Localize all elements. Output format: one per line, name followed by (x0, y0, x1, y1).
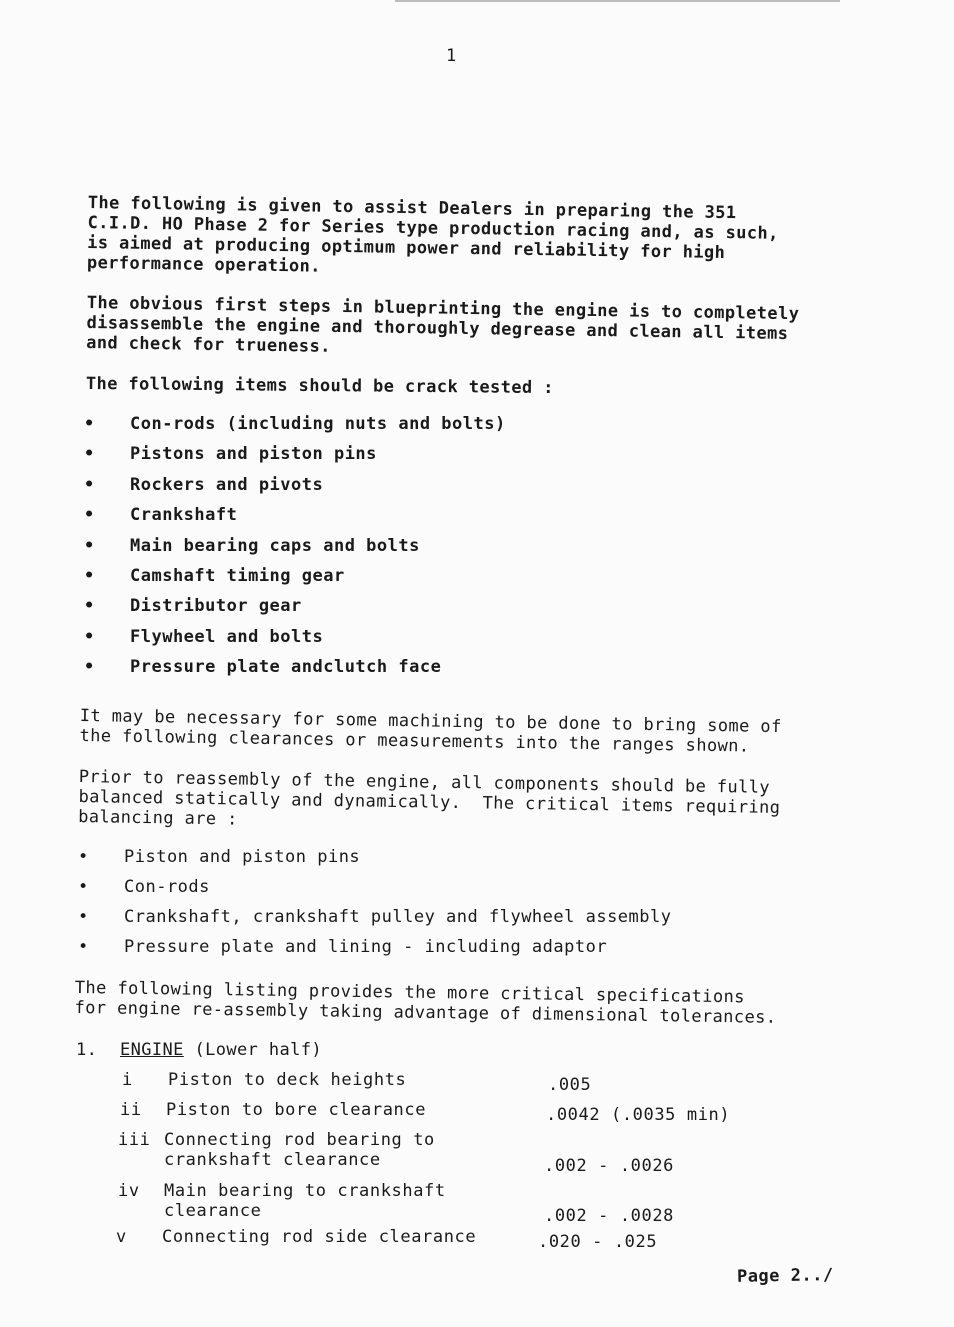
balancing-paragraph: Prior to reassembly of the engine, all components should be fully balanced statically and dynamically. The critical items requiring balancing are : (78, 767, 781, 830)
section-subtitle: (Lower half) (194, 1040, 323, 1060)
page-number: 1 (446, 46, 457, 66)
top-edge-rule (395, 0, 840, 2)
spec-value: .002 - .0026 (544, 1156, 675, 1176)
spec-value: .0042 (.0035 min) (546, 1105, 731, 1125)
list-item-text: Distributor gear (130, 596, 302, 617)
spec-label: Piston to bore clearance (166, 1100, 427, 1120)
spec-label: Piston to deck heights (168, 1070, 407, 1090)
spec-numeral: ii (120, 1100, 142, 1120)
list-item-text: Main bearing caps and bolts (130, 535, 420, 556)
list-item-text: Crankshaft (130, 505, 238, 526)
list-item-text: Piston and piston pins (124, 847, 361, 867)
list-item-text: Camshaft timing gear (130, 565, 345, 586)
machining-paragraph: It may be necessary for some machining to be done to bring some of the following clearances or measurements into the ranges shown. (79, 706, 782, 757)
list-item-text: Con-rods (124, 877, 210, 897)
spec-label: Connecting rod bearing to crankshaft clearance (164, 1130, 435, 1170)
spec-label: Connecting rod side clearance (162, 1227, 477, 1247)
list-item-text: Rockers and pivots (130, 474, 324, 495)
bullet-mark: • (84, 505, 95, 526)
bullet-mark: • (84, 596, 95, 617)
list-item-text: Crankshaft, crankshaft pulley and flywheel assembly (124, 907, 672, 927)
intro-paragraph: The following is given to assist Dealers in preparing the 351 C.I.D. HO Phase 2 for Series type production racing and, as such, is aimed at producing optimum power and reliability for high performance operation. (86, 193, 779, 277)
spec-numeral: v (116, 1227, 127, 1247)
spec-label: Main bearing to crankshaft clearance (164, 1181, 446, 1221)
list-item-text: Pistons and piston pins (130, 444, 377, 465)
bullet-mark: • (78, 847, 89, 867)
first-steps-paragraph: The obvious first steps in blueprinting the engine is to completely disassemble the engine and thoroughly degrease and clean all items and check for trueness. (86, 293, 800, 357)
listing-paragraph: The following listing provides the more critical specifications for engine re-assembly taking advantage of dimensional tolerances. (74, 978, 777, 1028)
bullet-mark: • (84, 535, 95, 556)
section-heading (76, 1040, 322, 1060)
spec-row (116, 1227, 658, 1327)
list-item-text: Flywheel and bolts (130, 626, 324, 647)
list-item-text: Pressure plate and lining - including adaptor (124, 937, 608, 957)
bullet-mark: • (84, 657, 95, 678)
crack-test-intro: The following items should be crack tested : (85, 374, 554, 399)
bullet-mark: • (78, 937, 89, 957)
bullet-mark: • (78, 907, 89, 927)
bullet-mark: • (84, 444, 95, 465)
bullet-mark: • (84, 626, 95, 647)
bullet-mark: • (84, 565, 95, 586)
list-item-text: Pressure plate andclutch face (130, 657, 442, 678)
list-item-text: Con-rods (including nuts and bolts) (130, 414, 506, 434)
section-number: 1. (76, 1040, 98, 1060)
spec-value: .005 (548, 1075, 592, 1095)
spec-value: .020 - .025 (538, 1232, 658, 1252)
bullet-mark: • (78, 877, 89, 897)
bullet-mark: • (84, 474, 95, 495)
spec-numeral: iii (118, 1130, 151, 1150)
spec-value: .002 - .0028 (544, 1206, 675, 1226)
spec-numeral: i (122, 1070, 133, 1090)
page-continuation: Page 2../ (736, 1265, 834, 1287)
spec-numeral: iv (118, 1181, 140, 1201)
section-title: ENGINE (120, 1040, 184, 1060)
bullet-mark: • (84, 414, 95, 434)
